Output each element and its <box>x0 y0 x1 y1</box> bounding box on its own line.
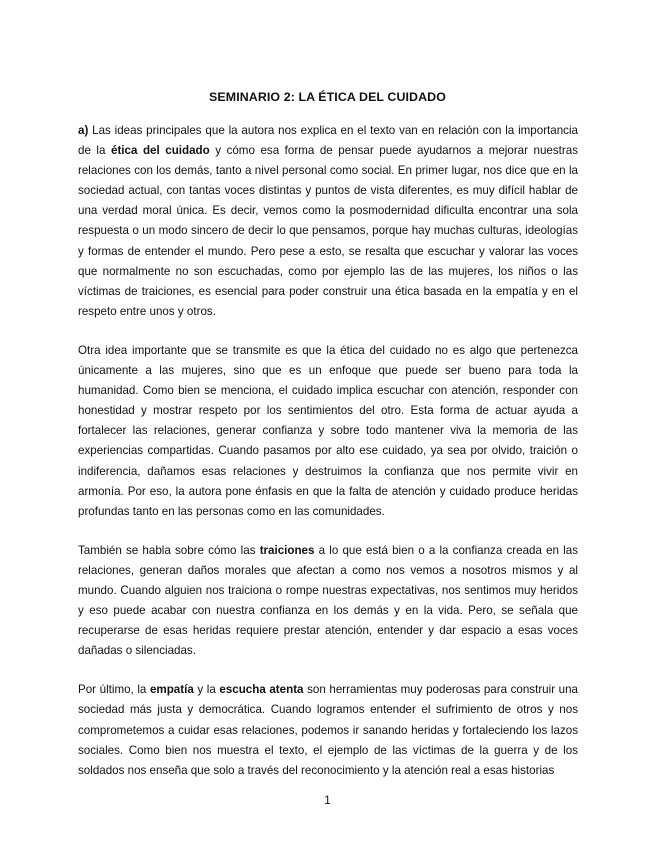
paragraph <box>78 541 578 662</box>
text-run: Otra idea importante que se transmite es que la ética del cuidado no es algo que pertenezca únicamente a las mujeres, sino que es un enfoque que puede ser bueno para toda la humanidad. Como bien se menciona, el cuidado implica escuchar con atención, responder con honestidad y mostrar respeto por los sentimientos del otro. Esta forma de actuar ayuda a fortalecer las relaciones, generar confianza y sobre todo mantener viva la memoria de las experiencias compartidas. Cuando pasamos por alto ese cuidado, ya sea por olvido, traición o indiferencia, dañamos esas relaciones y destruimos la confianza que nos permite vivir en armonía. Por eso, la autora pone énfasis en que la falta de atención y cuidado produce heridas profundas tanto en las personas como en las comunidades. <box>78 343 578 518</box>
text-run: y cómo esa forma de pensar puede ayudarnos a mejorar nuestras relaciones con los demás, tanto a nivel personal como social. En primer lugar, nos dice que en la sociedad actual, con tantas voces distintas y puntos de vista diferentes, es muy difícil hablar de una verdad moral única. Es decir, vemos como la posmodernidad dificulta encontrar una sola respuesta o un modo sincero de decir lo que pensamos, porque hay muchas culturas, ideologías y formas de entender el mundo. Pero pese a esto, se resalta que escuchar y valorar las voces que normalmente no son escuchadas, como por ejemplo las de las mujeres, los niños o las víctimas de traiciones, es esencial para poder construir una ética basada en la empatía y en el respeto entre unos y otros. <box>78 144 578 318</box>
bold-text: a) <box>78 124 89 137</box>
text-run: Las ideas principales que la autora nos explica en el texto van en relación con la importancia de la <box>78 124 578 158</box>
paragraph <box>78 341 578 522</box>
text-run: son herramientas muy poderosas para construir una sociedad más justa y democrática. Cuando logramos entender el sufrimiento de otros y nos comprometemos a cuidar esas relaciones, podemos ir sanando heridas y fortaleciendo los lazos sociales. Como bien nos muestra el texto, el ejemplo de las víctimas de la guerra y de los soldados nos enseña que solo a través del reconocimiento y la atención real a esas historias <box>78 683 578 777</box>
text-run: También se habla sobre cómo las <box>78 543 260 557</box>
page-number: 1 <box>324 794 331 807</box>
bold-text: traiciones <box>259 543 315 557</box>
bold-text: ética del cuidado <box>111 144 210 158</box>
bold-text: empatía <box>149 683 194 697</box>
text-run: a lo que está bien o a la confianza creada en las relaciones, generan daños morales que afectan a como nos vemos a nosotros mismos y al mundo. Cuando alguien nos traiciona o rompe nuestras expectativas, nos sentimos muy heridos y eso puede acabar con nuestra confianza en los demás y en la vida. Pero, se señala que recuperarse de esas heridas requiere prestar atención, entender y dar espacio a esas voces dañadas o silenciadas. <box>78 543 578 658</box>
text-run: y la <box>193 683 220 697</box>
paragraph <box>78 680 578 780</box>
text-run: Por último, la <box>78 683 150 697</box>
paragraph <box>78 121 578 322</box>
document-body <box>78 121 578 800</box>
document-title: SEMINARIO 2: LA ÉTICA DEL CUIDADO <box>209 90 446 104</box>
bold-text: escucha atenta <box>219 683 304 697</box>
